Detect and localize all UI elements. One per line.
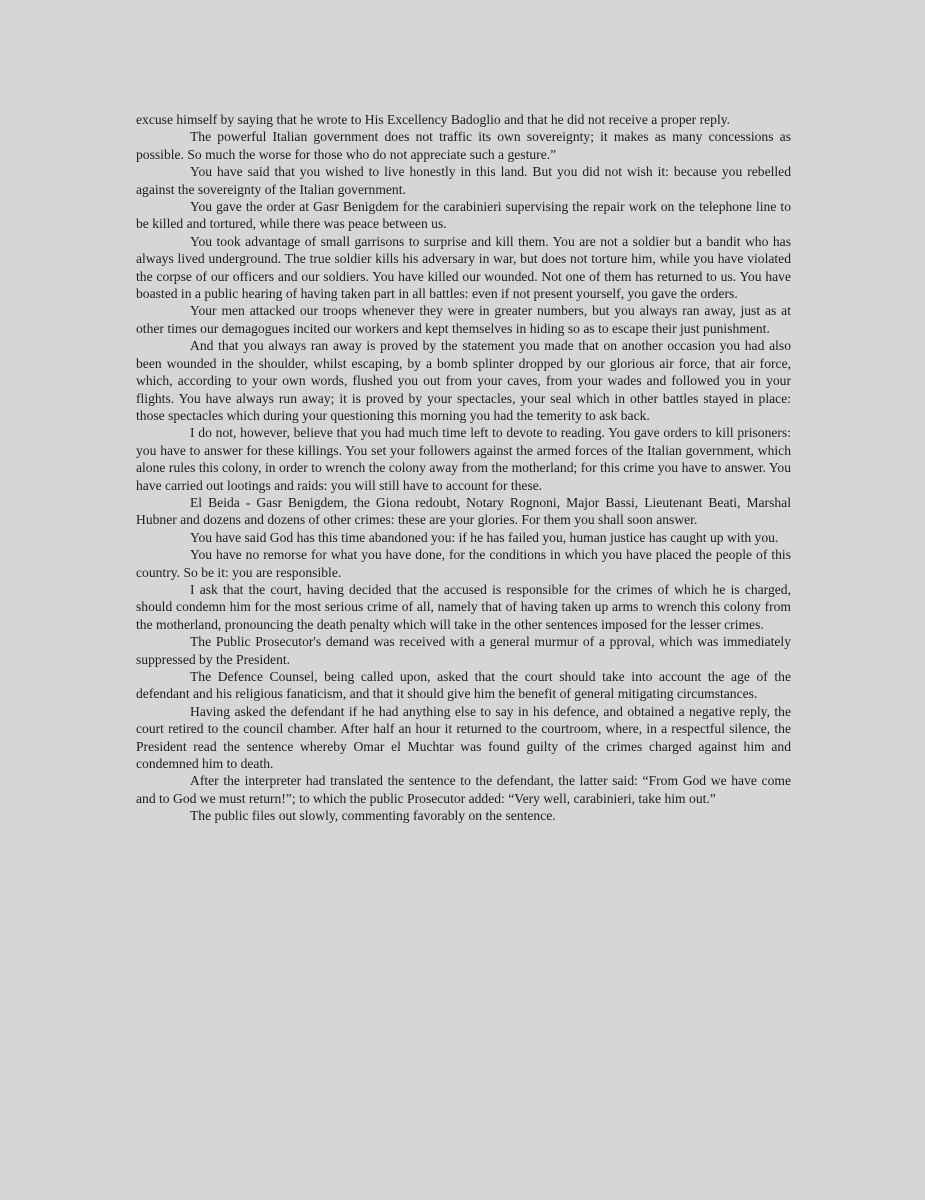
body-text <box>136 111 791 825</box>
paragraph: You have no remorse for what you have done, for the conditions in which you have placed the people of this country. So be it: you are responsible. <box>136 547 791 580</box>
paragraph: I do not, however, believe that you had much time left to devote to reading. You gave orders to kill prisoners: you have to answer for these killings. You set your followers against the armed forces of the Italian government, which alone rules this colony, in order to wrench the colony away from the motherland; for this crime you have to answer. You have carried out lootings and raids: you will still have to account for these. <box>136 425 791 493</box>
paragraph: You took advantage of small garrisons to surprise and kill them. You are not a soldier but a bandit who has always lived underground. The true soldier kills his adversary in war, but does not torture him, while you have violated the corpse of our officers and our soldiers. You have killed our wounded. Not one of them has returned to us. You have boasted in a public hearing of having taken part in all battles: even if not present yourself, you gave the orders. <box>136 233 791 302</box>
paragraph: El Beida - Gasr Benigdem, the Giona redoubt, Notary Rognoni, Major Bassi, Lieutenant Beati, Marshal Hubner and dozens and dozens of other crimes: these are your glories. For them you shall soon answer. <box>136 494 791 528</box>
paragraph: Having asked the defendant if he had anything else to say in his defence, and obtained a negative reply, the court retired to the council chamber. After half an hour it returned to the courtroom, where, in a respectful silence, the President read the sentence whereby Omar el Muchtar was found guilty of the crimes charged against him and condemned him to death. <box>136 703 791 772</box>
paragraph: You have said that you wished to live honestly in this land. But you did not wish it: because you rebelled against the sovereignty of the Italian government. <box>136 164 791 197</box>
paragraph-continued: excuse himself by saying that he wrote to His Excellency Badoglio and that he did not receive a proper reply. <box>136 112 731 127</box>
paragraph: Your men attacked our troops whenever they were in greater numbers, but you always ran away, just as at other times our demagogues incited our workers and kept themselves in hiding so as to escape their just punishment. <box>136 303 791 336</box>
paragraph: The Defence Counsel, being called upon, asked that the court should take into account the age of the defendant and his religious fanaticism, and that it should give him the benefit of general mitigating circumstances. <box>136 669 791 702</box>
paragraph: The Public Prosecutor's demand was received with a general murmur of a pproval, which was immediately suppressed by the President. <box>136 634 791 667</box>
paragraph: After the interpreter had translated the sentence to the defendant, the latter said: “From God we have come and to God we must return!”; to which the public Prosecutor added: “Very well, carabinieri, take him out.” <box>136 773 791 806</box>
paragraph: And that you always ran away is proved by the statement you made that on another occasion you had also been wounded in the shoulder, whilst escaping, by a bomb splinter dropped by our glorious air force, that air force, which, according to your own words, flushed you out from your caves, from your wades and followed you in your flights. You have always run away; it is proved by your spectacles, your seal which in other battles stayed in place: those spectacles which during your questioning this morning you had the temerity to ask back. <box>136 338 791 423</box>
paragraph-final: The public files out slowly, commenting favorably on the sentence. <box>190 808 556 824</box>
paragraph: You have said God has this time abandoned you: if he has failed you, human justice has caught up with you. <box>190 529 779 545</box>
paragraph: The powerful Italian government does not traffic its own sovereignty; it makes as many concessions as possible. So much the worse for those who do not appreciate such a gesture.” <box>136 129 791 162</box>
paragraph: I ask that the court, having decided that the accused is responsible for the crimes of which he is charged, should condemn him for the most serious crime of all, namely that of having taken up arms to wrench this colony from the motherland, pronouncing the death penalty which will take in the other sentences imposed for the lesser crimes. <box>136 581 791 632</box>
paragraph: You gave the order at Gasr Benigdem for the carabinieri supervising the repair work on the telephone line to be killed and tortured, while there was peace between us. <box>136 199 791 232</box>
